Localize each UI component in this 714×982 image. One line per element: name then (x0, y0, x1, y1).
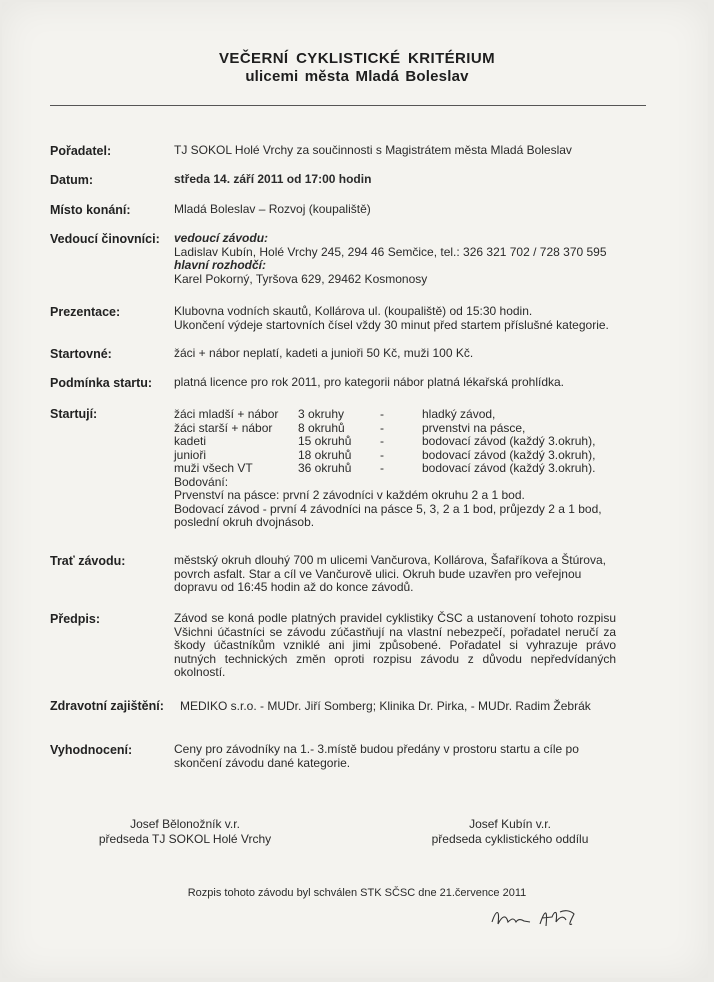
laps-cell: 8 okruhů (298, 420, 345, 435)
vedouci-zavodu-value: Ladislav Kubín, Holé Vrchy 245, 294 46 Semčice, tel.: 326 321 702 / 728 370 595 (174, 244, 607, 259)
prezentace-block (174, 305, 609, 332)
trat-line-2: povrch asfalt. Star a cíl ve Vančurově ulici. Okruh bude uzavřen pro veřejnou (174, 566, 582, 581)
category-cell: žáci starší + nábor (174, 420, 273, 435)
dash-cell: - (380, 420, 384, 435)
startovne-label: Startovné: (50, 347, 112, 361)
prezentace-line-1: Klubovna vodních skautů, Kollárova ul. (koupaliště) od 15:30 hodin. (174, 304, 533, 318)
signature-left-role: předseda TJ SOKOL Holé Vrchy (98, 832, 272, 846)
type-cell: bodovací závod (každý 3.okruh). (422, 461, 596, 475)
laps-cell: 18 okruhů (298, 447, 352, 462)
signature-right-name: Josef Kubín v.r. (469, 817, 551, 831)
document-subtitle: ulicemi města Mladá Boleslav (245, 68, 469, 85)
signature-right-role: předseda cyklistického oddílu (431, 832, 589, 846)
handwritten-signature-icon (488, 900, 588, 936)
datum-value: středa 14. září 2011 od 17:00 hodin (174, 172, 372, 186)
prezentace-line-2: Ukončení výdeje startovních čísel vždy 30 minut před startem příslušné kategorie. (174, 317, 609, 332)
zdravotni-label: Zdravotní zajištění: (50, 699, 164, 713)
vyhodnoceni-block (174, 743, 579, 770)
podminka-label: Podmínka startu: (50, 376, 153, 390)
type-cell: bodovací závod (každý 3.okruh), (422, 434, 596, 448)
trat-label: Trať závodu: (50, 554, 126, 568)
trat-line-3: dopravu od 16:45 hodin až do konce závodů. (174, 580, 414, 594)
category-cell: kadeti (174, 434, 207, 448)
podminka-value: platná licence pro rok 2011, pro kategorii nábor platná lékařská prohlídka. (174, 375, 565, 389)
prezentace-label: Prezentace: (50, 305, 121, 319)
prvenstvi-text: Prvenství na pásce: první 2 závodníci v každém okruhu 2 a 1 bod. (174, 488, 525, 502)
zdravotni-value: MEDIKO s.r.o. - MUDr. Jiří Somberg; Klinika Dr. Pirka, - MUDr. Radim Žebrák (180, 699, 591, 713)
vedouci-block (174, 232, 607, 286)
document-title: VEČERNÍ CYKLISTICKÉ KRITÉRIUM (219, 50, 495, 67)
type-cell: bodovací závod (každý 3.okruh), (422, 447, 596, 462)
predpis-label: Předpis: (50, 612, 101, 626)
poradatel-label: Pořadatel: (50, 144, 112, 158)
bodovani-label: Bodování: (174, 474, 229, 489)
bodovaci-text-2: poslední okruh dvojnásob. (174, 515, 315, 529)
laps-cell: 36 okruhů (298, 461, 352, 475)
dash-cell: - (380, 461, 384, 475)
poradatel-value: TJ SOKOL Holé Vrchy za součinnosti s Magistrátem města Mladá Boleslav (174, 143, 572, 157)
signature-right (400, 817, 620, 847)
vyhodnoceni-line-1: Ceny pro závodníky na 1.- 3.místě budou předány v prostoru startu a cíle po (174, 742, 579, 756)
startuji-label: Startují: (50, 407, 98, 421)
category-cell: junioři (174, 447, 207, 462)
signature-left-name: Josef Bělonožník v.r. (130, 817, 240, 831)
laps-cell: 3 okruhy (298, 407, 345, 421)
startovne-value: žáci + nábor neplatí, kadeti a junioři 50 Kč, muži 100 Kč. (174, 346, 474, 360)
hlavni-rozhodci-value: Karel Pokorný, Tyršova 629, 29462 Kosmonosy (174, 271, 428, 286)
trat-block (174, 554, 606, 595)
vyhodnoceni-label: Vyhodnocení: (50, 743, 133, 757)
type-cell: prvenstvi na pásce, (422, 420, 526, 435)
category-cell: muži všech VT (174, 461, 253, 475)
hlavni-rozhodci-label: hlavní rozhodčí: (174, 258, 267, 272)
dash-cell: - (380, 434, 384, 448)
vyhodnoceni-line-2: skončení závodu dané kategorie. (174, 755, 351, 770)
laps-cell: 15 okruhů (298, 434, 352, 448)
vedouci-label: Vedoucí činovníci: (50, 232, 160, 246)
datum-label: Datum: (50, 173, 94, 187)
dash-cell: - (380, 407, 384, 421)
category-cell: žáci mladší + nábor (174, 407, 279, 421)
type-cell: hladký závod, (422, 407, 496, 421)
misto-label: Místo konání: (50, 203, 131, 217)
dash-cell: - (380, 447, 384, 462)
signature-left (70, 817, 300, 847)
misto-value: Mladá Boleslav – Rozvoj (koupaliště) (174, 202, 371, 216)
approval-note: Rozpis tohoto závodu byl schválen STK SČSC dne 21.července 2011 (187, 887, 527, 899)
predpis-text: Závod se koná podle platných pravidel cyklistiky ČSC a ustanovení tohoto rozpisu Všichni účastníci se závodu zúčastňují na vlastní nebezpečí, pořadatel neručí za škody účastníkům vzniklé ani jimi způsobené. Pořadatel si vyhrazuje právo nutných technických změn oproti rozpisu závodu z důvodu nepředvídaných okolností. (174, 611, 616, 679)
trat-line-1: městský okruh dlouhý 700 m ulicemi Vančurova, Kollárova, Šafaříkova a Štúrova, (174, 553, 606, 567)
vedouci-zavodu-label: vedoucí závodu: (174, 231, 269, 245)
bodovaci-text-1: Bodovací závod - první 4 závodníci na pásce 5, 3, 2 a 1 bod, průjezdy 2 a 1 bod, (174, 501, 602, 516)
title-divider (50, 105, 646, 106)
